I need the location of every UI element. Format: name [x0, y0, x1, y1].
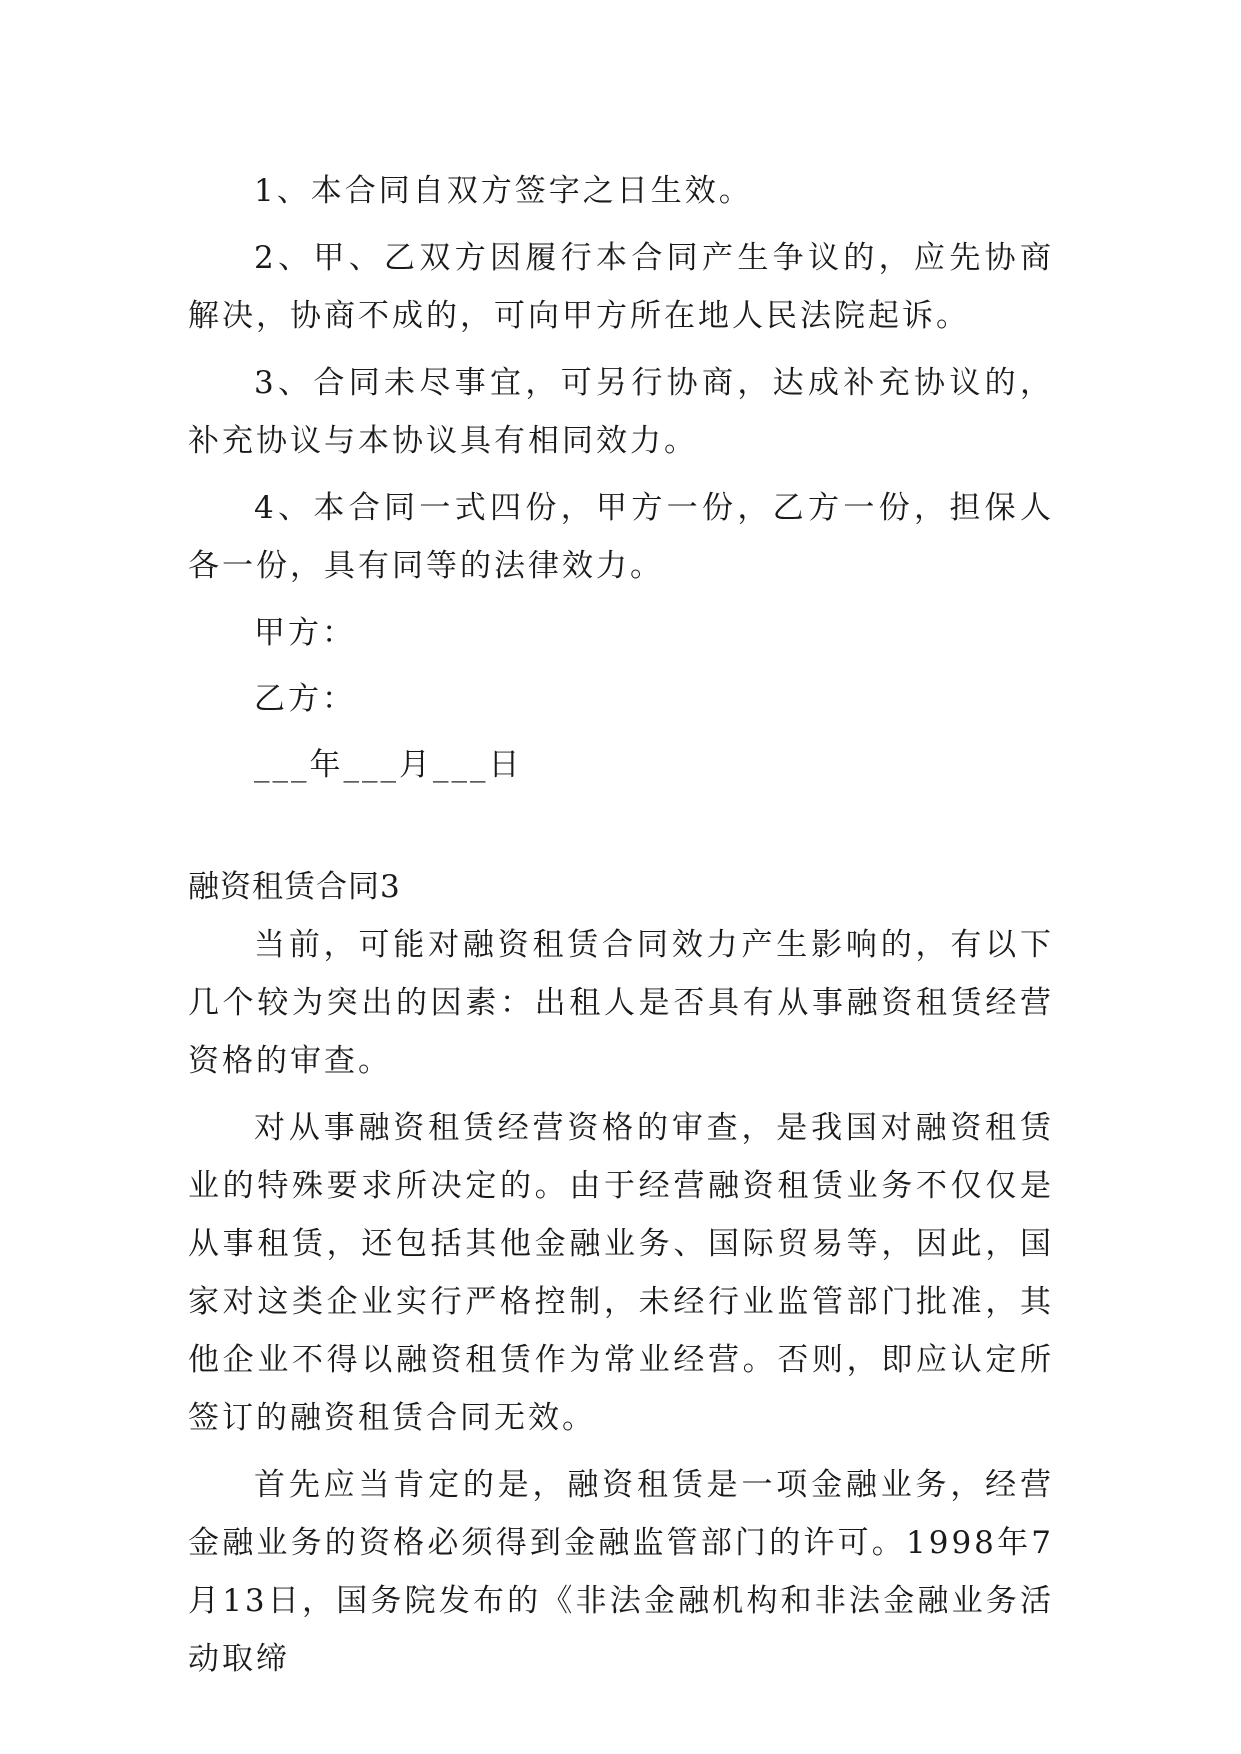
section-spacer [188, 794, 1054, 858]
clause-4: 4、本合同一式四份，甲方一份，乙方一份，担保人各一份，具有同等的法律效力。 [188, 490, 1054, 584]
section-paragraph-3: 首先应当肯定的是，融资租赁是一项金融业务，经营金融业务的资格必须得到金融监管部门的许可。1998年7月13日，国务院发布的《非法金融机构和非法金融业务活动取缔 [188, 1467, 1054, 1677]
section-paragraph-1: 当前，可能对融资租赁合同效力产生影响的，有以下几个较为突出的因素：出租人是否具有从事融资租赁经营资格的审查。 [188, 927, 1054, 1079]
section-paragraph-2: 对从事融资租赁经营资格的审查，是我国对融资租赁业的特殊要求所决定的。由于经营融资租赁业务不仅仅是从事租赁，还包括其他金融业务、国际贸易等，因此，国家对这类企业实行严格控制，未经行业监管部门批准，其他企业不得以融资租赁作为常业经营。否则，即应认定所签订的融资租赁合同无效。 [188, 1110, 1054, 1436]
party-a-signature-line: 甲方： [254, 615, 356, 651]
date-line: ___年___月___日 [254, 747, 523, 783]
clause-3: 3、合同未尽事宜，可另行协商，达成补充协议的，补充协议与本协议具有相同效力。 [188, 365, 1054, 459]
section-title: 融资租赁合同3 [188, 869, 401, 905]
clause-1: 1、本合同自双方签字之日生效。 [254, 173, 753, 209]
party-b-signature-line: 乙方： [254, 681, 356, 717]
clause-2: 2、甲、乙双方因履行本合同产生争议的，应先协商解决，协商不成的，可向甲方所在地人民法院起诉。 [188, 240, 1054, 334]
document-body [188, 162, 1054, 1688]
